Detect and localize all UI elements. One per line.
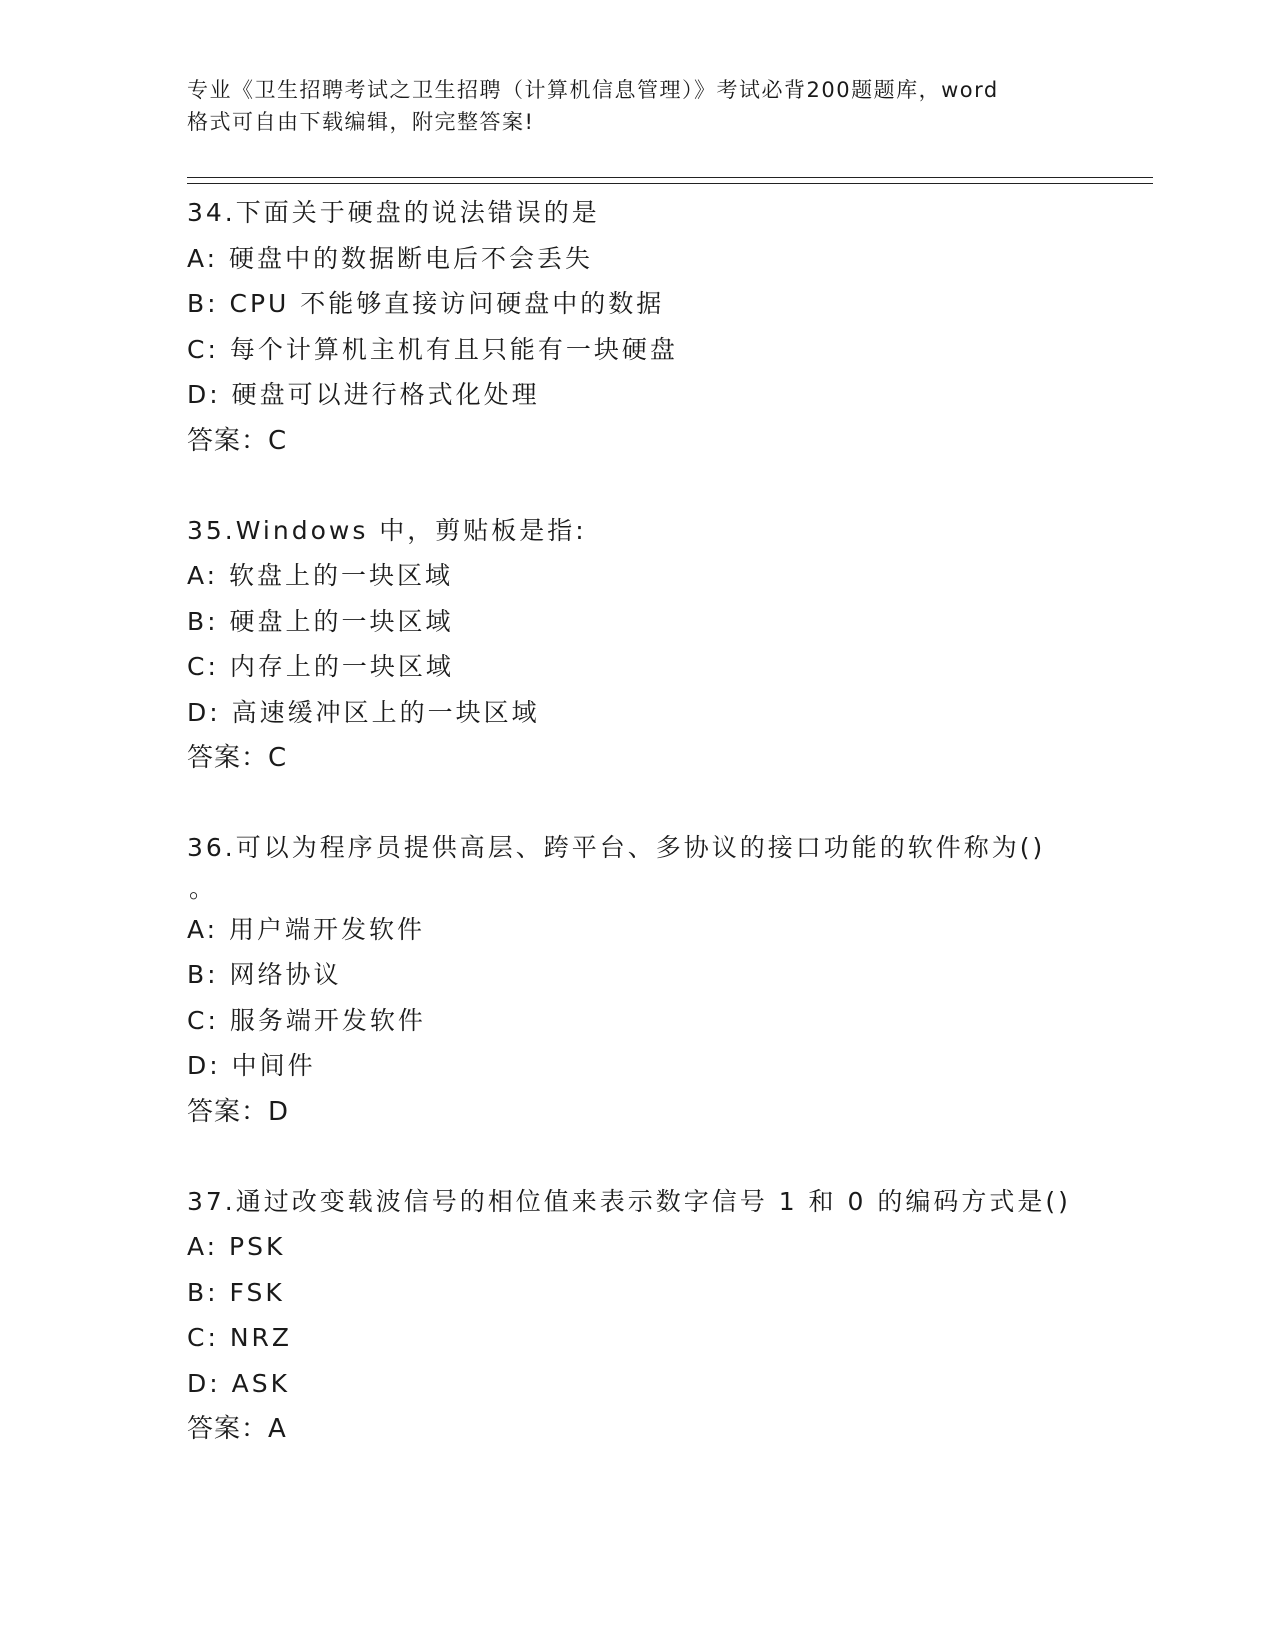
- question-35: [187, 508, 1087, 782]
- header-line-1: 专业《卫生招聘考试之卫生招聘（计算机信息管理）》考试必背200题题库，word: [187, 78, 999, 102]
- option-a: A: 硬盘中的数据断电后不会丢失: [187, 243, 594, 273]
- answer: 答案：C: [187, 743, 288, 773]
- option-d: D: 高速缓冲区上的一块区域: [187, 697, 540, 727]
- option-a: A: 软盘上的一块区域: [187, 561, 454, 590]
- option-b: B: 网络协议: [187, 960, 342, 989]
- option-c: C: 服务端开发软件: [187, 1005, 426, 1035]
- question-34: [187, 190, 1087, 464]
- document-header: [187, 74, 1087, 138]
- option-d: D: 中间件: [187, 1051, 316, 1080]
- option-b: B: CPU 不能够直接访问硬盘中的数据: [187, 289, 665, 318]
- option-c: C: NRZ: [187, 1323, 293, 1352]
- answer: 答案：A: [187, 1414, 287, 1444]
- question-stem: 35.Windows 中，剪贴板是指:: [187, 515, 587, 545]
- header-divider-top: [187, 177, 1153, 178]
- option-d: D: 硬盘可以进行格式化处理: [187, 380, 540, 409]
- question-stem: 34.下面关于硬盘的说法错误的是: [187, 198, 600, 227]
- option-a: A: 用户端开发软件: [187, 914, 426, 944]
- question-stem: 36.可以为程序员提供高层、跨平台、多协议的接口功能的软件称为(): [187, 833, 1046, 862]
- header-line-2: 格式可自由下载编辑，附完整答案!: [187, 110, 535, 134]
- question-stem: 37.通过改变载波信号的相位值来表示数字信号 1 和 0 的编码方式是(): [187, 1186, 1071, 1216]
- option-d: D: ASK: [187, 1368, 290, 1398]
- answer: 答案：C: [187, 425, 288, 456]
- option-c: C: 内存上的一块区域: [187, 652, 454, 681]
- question-36: [187, 825, 1087, 1135]
- option-a: A: PSK: [187, 1232, 286, 1261]
- question-list: [187, 190, 1087, 1496]
- question-stem-continuation: 。: [189, 873, 215, 903]
- header-divider-bottom: [187, 183, 1153, 184]
- option-c: C: 每个计算机主机有且只能有一块硬盘: [187, 334, 678, 364]
- answer: 答案：D: [187, 1096, 290, 1127]
- question-37: [187, 1179, 1087, 1453]
- option-b: B: FSK: [187, 1277, 285, 1307]
- option-b: B: 硬盘上的一块区域: [187, 606, 454, 636]
